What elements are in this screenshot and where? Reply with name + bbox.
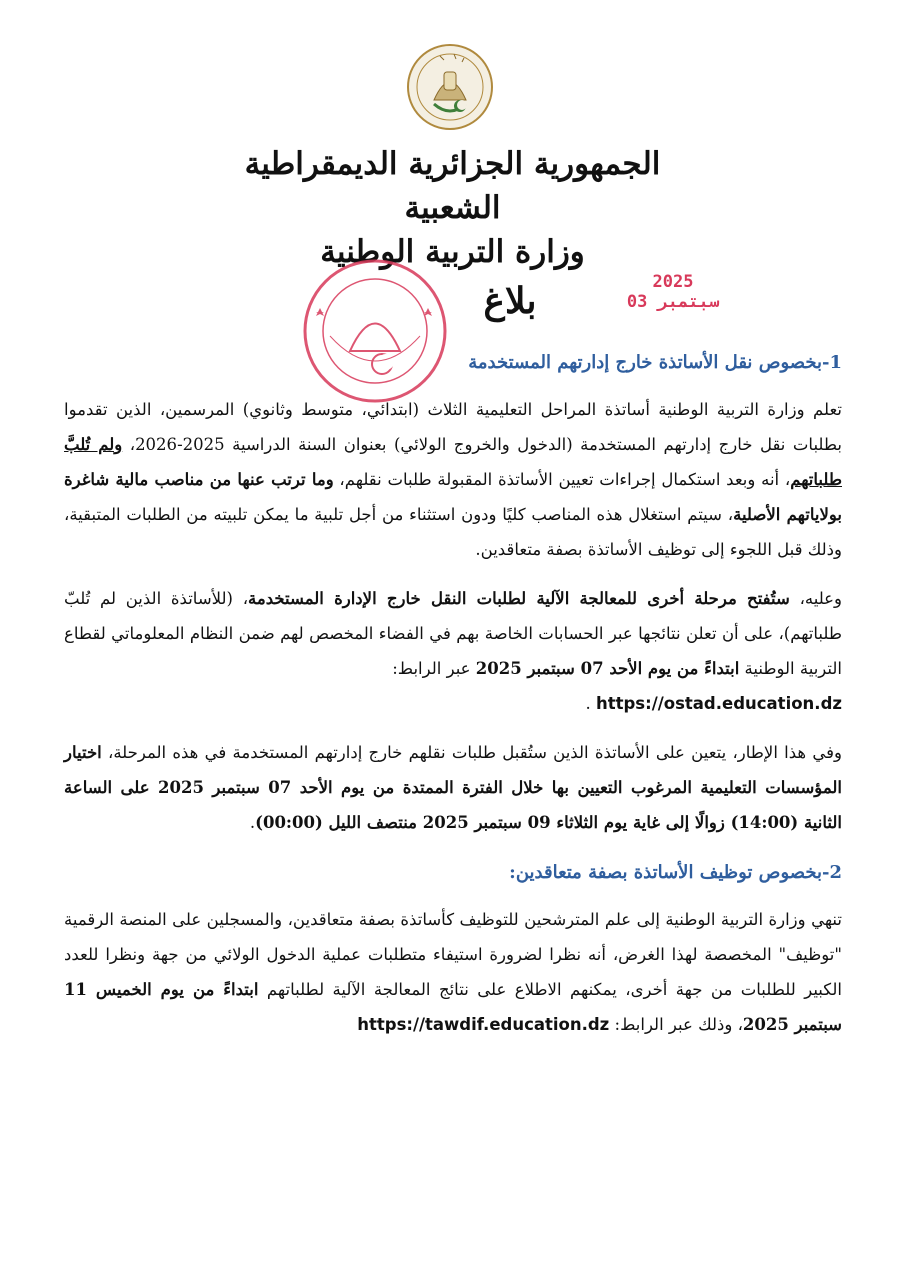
section1-p2-text-c: ، (للأساتذة الذين لم تُلبّ طلباتهم)، على أن تعلن نتائجها عبر الحسابات الخاصة بهم في الفضاء المخصص لهم ضمن النظام المعلوماتي لقطاع التربية الوطنية (64, 589, 842, 678)
section1-paragraph-1 (64, 392, 842, 567)
document-header (200, 142, 705, 274)
section1-p2-text-e: عبر الرابط: (392, 659, 476, 678)
section2-paragraph-1 (64, 902, 842, 1042)
section1-p2-text-d: ابتداءً من يوم الأحد 07 سبتمبر 2025 (475, 659, 740, 678)
section1-p1-text-e: ، سيتم استغلال هذه المناصب كليًا ودون استثناء من أجل تلبية ما يمكن تلبيته من الطلبات المتبقية، وذلك قبل اللجوء إلى توظيف الأساتذة بصفة متعاقدين. (64, 505, 842, 559)
section1-p3-text-b: اختيار المؤسسات التعليمية المرغوب التعيين بها خلال الفترة الممتدة من يوم الأحد 07 سبتمبر 2025 على الساعة الثانية (14:00) زوالًا إلى غاية يوم الثلاثاء 09 سبتمبر 2025 منتصف الليل (00:00) (64, 743, 842, 832)
document-body (64, 348, 842, 1042)
section1-heading: 1-بخصوص نقل الأساتذة خارج إدارتهم المستخدمة (468, 352, 842, 373)
section2-p1-text-b: ابتداءً من يوم الخميس 11 سبتمبر 2025 (64, 980, 842, 1034)
section1-p1-text-d: وما ترتب عنها من مناصب مالية شاغرة بولاياتهم الأصلية (64, 470, 842, 524)
date-stamp: 2025 سبتمبر 03 (626, 272, 720, 312)
section1-p3-text-a: وفي هذا الإطار، يتعين على الأساتذة الذين ستُقبل طلبات نقلهم خارج إدارتهم المستخدمة في هذه المرحلة، (101, 743, 842, 762)
section1-p1-text-b: ولم تُلبَّ طلباتهم (64, 435, 842, 489)
algeria-emblem-icon (404, 42, 496, 132)
section1-paragraph-3 (64, 735, 842, 840)
section1-p1-text-c: ، أنه وبعد استكمال إجراءات تعيين الأساتذة المقبولة طلبات نقلهم، (333, 470, 791, 489)
section2-heading: 2-بخصوص توظيف الأساتذة بصفة متعاقدين: (509, 862, 842, 883)
notice-title (450, 280, 570, 322)
notice-title-text: بلاغ (483, 280, 537, 322)
section2-p1-text-a: تنهي وزارة التربية الوطنية إلى علم المترشحين للتوظيف كأساتذة بصفة متعاقدين، والمسجلين على المنصة الرقمية "توظيف" المخصصة لهذا الغرض، أنه نظرا لضرورة استيفاء متطلبات عملية الدخول الولائي من جهة ونظرا للعدد الكبير للطلبات من جهة أخرى، يمكنهم الاطلاع على نتائج المعالجة الآلية لطلباتهم (64, 910, 842, 999)
republic-title: الجمهورية الجزائرية الديمقراطية الشعبية (244, 146, 661, 226)
section1-paragraph-2 (64, 581, 842, 721)
tawdif-link[interactable]: https://tawdif.education.dz (357, 1015, 610, 1034)
section1-p2-text-b: ستُفتح مرحلة أخرى للمعالجة الآلية لطلبات النقل خارج الإدارة المستخدمة (248, 589, 790, 608)
ministry-title: وزارة التربية الوطنية (320, 234, 585, 270)
section1-p2-end: . (585, 694, 596, 713)
section1-p1-text-a: تعلم وزارة التربية الوطنية أساتذة المراحل التعليمية الثلاث (ابتدائي، متوسط وثانوي) المرسمين، الذين تقدموا بطلبات نقل خارج إدارتهم المستخدمة (الدخول والخروج الولائي) بعنوان السنة الدراسية 2025-2026، (64, 400, 843, 454)
section2-p1-text-c: ، وذلك عبر الرابط: (609, 1015, 743, 1034)
section1-p3-text-c: . (249, 813, 256, 832)
section1-p2-text-a: وعليه، (789, 589, 842, 608)
ostad-link[interactable]: https://ostad.education.dz (595, 694, 842, 713)
